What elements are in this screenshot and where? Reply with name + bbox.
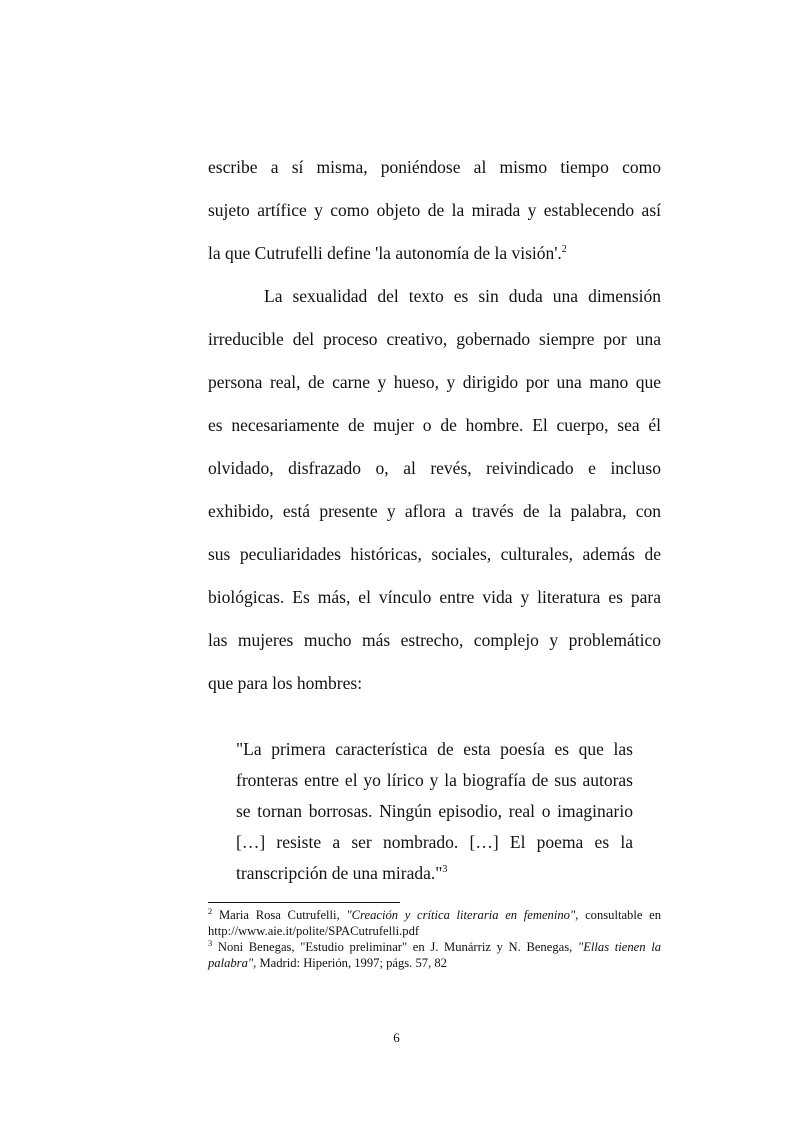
quote-paragraph [236, 734, 633, 889]
paragraph-2-line-last: que para los hombres: [208, 673, 363, 693]
body-text [208, 146, 661, 705]
footnote-author: Noni Benegas, "Estudio preliminar" en J. Munárriz y N. Benegas, [217, 940, 578, 954]
footnote-3 [208, 939, 661, 971]
paragraph-1-line-text: la que Cutrufelli define 'la autonomía de la visión'. [208, 243, 562, 263]
paragraph-2-line: La sexualidad del texto es sin duda una dimensión [264, 286, 661, 306]
paragraph-2-line: es necesariamente de mujer o de hombre. El cuerpo, sea él [208, 415, 661, 435]
paragraph-1-line: sujeto artífice y como objeto de la mirada y establecendo así [208, 200, 661, 220]
paragraph-2-line: olvidado, disfrazado o, al revés, reivindicado e incluso [208, 458, 661, 478]
footnote-title: "Creación y crítica literaria en femenino" [346, 908, 576, 922]
footnote-number: 3 [208, 938, 213, 948]
footnote-title: "Ellas tienen la palabra", [208, 940, 661, 970]
footnote-separator [208, 902, 400, 903]
footnote-2 [208, 907, 661, 939]
quote-line: fronteras entre el yo lírico y la biografía de sus autoras [236, 770, 633, 790]
footnote-rest: Madrid: Hiperión, 1997; págs. 57, 82 [256, 956, 447, 970]
paragraph-2-line: exhibido, está presente y aflora a través de la palabra, con [208, 501, 661, 521]
footnotes [208, 907, 661, 971]
paragraph-2-line: biológicas. Es más, el vínculo entre vida y literatura es para [208, 587, 661, 607]
quote-line: "La primera característica de esta poesía es que las [236, 739, 633, 759]
paragraph-2-line: sus peculiaridades históricas, sociales, culturales, además de [208, 544, 661, 564]
paragraph-1-line-last [208, 232, 661, 275]
footnote-rest: , consultable en http://www.aie.it/polite/SPACutrufelli.pdf [208, 908, 662, 938]
paragraph-2-line: persona real, de carne y hueso, y dirigido por una mano que [208, 372, 661, 392]
footnote-author: Maria Rosa Cutrufelli, [218, 908, 347, 922]
paragraph-2-line: irreducible del proceso creativo, gobernado siempre por una [208, 329, 661, 349]
block-quote [236, 734, 633, 889]
paragraph-1-line: escribe a sí misma, poniéndose al mismo tiempo como [208, 157, 661, 177]
footnote-ref-3[interactable]: 3 [442, 864, 448, 875]
page-number: 6 [393, 1030, 400, 1045]
paragraph-1 [208, 146, 661, 275]
quote-line: […] resiste a ser nombrado. […] El poema es la [236, 832, 633, 852]
quote-line-last [236, 858, 633, 889]
footnote-ref-2[interactable]: 2 [561, 244, 567, 255]
quote-line: se tornan borrosas. Ningún episodio, real o imaginario [236, 801, 633, 821]
paragraph-2-line: las mujeres mucho más estrecho, complejo y problemático [208, 630, 661, 650]
quote-line-text: transcripción de una mirada." [236, 863, 443, 883]
footnote-number: 2 [208, 906, 213, 916]
paragraph-2 [208, 275, 661, 705]
